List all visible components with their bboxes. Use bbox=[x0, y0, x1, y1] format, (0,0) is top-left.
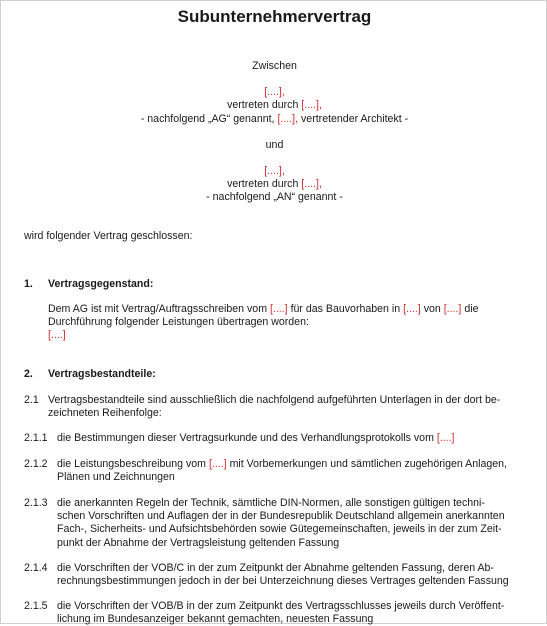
party1-placeholder: [....], bbox=[264, 86, 285, 99]
rep-prefix: vertreten durch bbox=[227, 178, 302, 191]
clause-line: schen Vorschriften und Auflagen der in der Bundesrepublik Deutschland allgemein anerkannten bbox=[57, 510, 505, 523]
clause-line: die Vorschriften der VOB/C in der zum Zeitpunkt der Abnahme geltenden Fassung, deren Ab- bbox=[57, 562, 494, 574]
clause-2-1-text bbox=[48, 394, 531, 420]
clause-line bbox=[57, 432, 531, 445]
placeholder: [....] bbox=[443, 303, 462, 315]
rep-prefix: vertreten durch bbox=[227, 99, 302, 112]
party1-line bbox=[1, 86, 547, 99]
clause-line bbox=[57, 458, 531, 471]
text-run: mit Vorbemerkungen und sämtlichen zugehörigen Anlagen, bbox=[226, 458, 507, 470]
party2-rep-line bbox=[1, 178, 547, 191]
placeholder: [....] bbox=[403, 303, 421, 315]
party2-rep-placeholder: [....], bbox=[301, 178, 322, 191]
section1-title: Vertragsgegenstand: bbox=[48, 278, 154, 290]
party1-role-line bbox=[1, 113, 547, 126]
clause-2-1-number: 2.1 bbox=[24, 394, 39, 406]
placeholder: [....] bbox=[436, 432, 455, 444]
clause-2-1-5-number: 2.1.5 bbox=[24, 600, 48, 612]
clause-line: lichung im Bundesanzeiger bekannt gemachten, neuesten Fassung bbox=[57, 613, 374, 626]
and-label: und bbox=[265, 138, 284, 151]
section2-number: 2. bbox=[24, 368, 33, 380]
between-label: Zwischen bbox=[252, 60, 297, 72]
document-title: Subunternehmervertrag bbox=[177, 7, 372, 26]
section1-line2: Durchführung folgender Leistungen übertragen worden: bbox=[48, 316, 309, 329]
text-run: für das Bauvorhaben in bbox=[287, 303, 404, 315]
role-suffix: vertretender Architekt - bbox=[298, 112, 409, 125]
clause-line: zeichneten Reihenfolge: bbox=[48, 407, 162, 420]
clause-line: Plänen und Zeichnungen bbox=[57, 471, 175, 484]
section2-title: Vertragsbestandteile: bbox=[48, 368, 156, 380]
party1-rep-placeholder: [....], bbox=[301, 99, 322, 112]
clause-2-1-4-number: 2.1.4 bbox=[24, 562, 48, 574]
section1-paragraph bbox=[48, 303, 510, 343]
text-run: die Leistungsbeschreibung vom bbox=[57, 458, 209, 470]
text-run: Dem AG ist mit Vertrag/Auftragsschreiben vom bbox=[48, 303, 270, 315]
clause-2-1-1-number: 2.1.1 bbox=[24, 432, 48, 444]
text-run: von bbox=[420, 303, 444, 315]
role-prefix: - nachfolgend „AG“ genannt, bbox=[140, 112, 278, 125]
text-run: die Bestimmungen dieser Vertragsurkunde und des Verhandlungsprotokolls vom bbox=[57, 432, 437, 444]
party2-line bbox=[1, 165, 547, 178]
section1-placeholder: [....] bbox=[48, 329, 66, 342]
clause-2-1-2-text bbox=[57, 458, 531, 484]
party2-role-line: - nachfolgend „AN“ genannt - bbox=[206, 191, 343, 204]
party2-placeholder: [....], bbox=[264, 165, 285, 178]
clause-line: die Vorschriften der VOB/B in der zum Zeitpunkt des Vertragsschlusses jeweils durch Veröffent- bbox=[57, 600, 505, 612]
party1-rep-line bbox=[1, 99, 547, 112]
clause-line: rechnungsbestimmungen jedoch in der bei Unterzeichnung dieses Vertrages geltenden Fassung bbox=[57, 575, 509, 588]
clause-line: die anerkannten Regeln der Technik, sämtliche DIN-Normen, alle sonstigen gültigen techni- bbox=[57, 497, 485, 509]
clause-2-1-2-number: 2.1.2 bbox=[24, 458, 48, 470]
clause-2-1-3-number: 2.1.3 bbox=[24, 497, 48, 509]
section1-line1 bbox=[48, 303, 510, 316]
section1-number: 1. bbox=[24, 278, 33, 290]
text-run: die bbox=[461, 303, 479, 315]
placeholder: [....] bbox=[269, 303, 288, 315]
clause-line: Fach-, Sicherheits- und Aufsichtsbehörden sowie Gütegemeinschaften, jeweils in der zum Zeit- bbox=[57, 523, 502, 536]
clause-2-1-3-text bbox=[57, 497, 531, 550]
placeholder: [....] bbox=[208, 458, 227, 470]
clause-line: punkt der Abnahme der Vertragsleistung geltenden Fassung bbox=[57, 536, 340, 549]
intro-text: wird folgender Vertrag geschlossen: bbox=[24, 230, 193, 242]
parties-block bbox=[1, 60, 547, 205]
clause-2-1-4-text bbox=[57, 562, 531, 588]
clause-2-1-5-text bbox=[57, 600, 531, 626]
party1-role-placeholder: [....], bbox=[277, 112, 299, 125]
clause-2-1-1-text bbox=[57, 432, 531, 445]
clause-line: Vertragsbestandteile sind ausschließlich die nachfolgend aufgeführten Unterlagen in der dort be- bbox=[48, 394, 501, 406]
